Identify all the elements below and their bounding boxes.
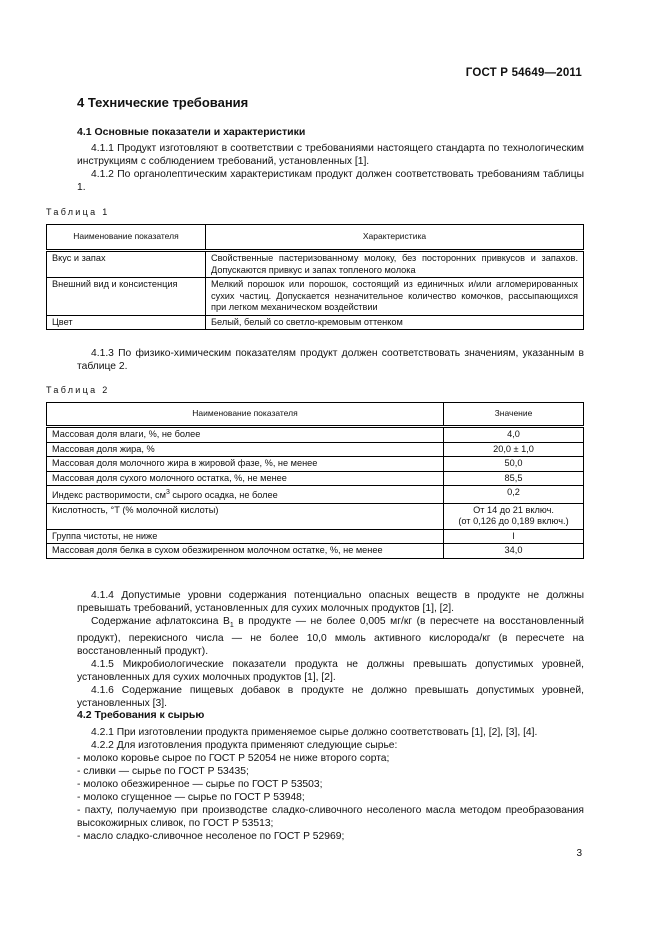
- table2-cell-value: [444, 503, 584, 529]
- table2-cell-value-line2: (от 0,126 до 0,189 включ.): [458, 516, 569, 527]
- table2-cell-name: Массовая доля белка в сухом обезжиренном молочном остатке, %, не менее: [47, 544, 444, 559]
- list-item: - молоко коровье сырое по ГОСТ Р 52054 не ниже второго сорта;: [77, 753, 390, 764]
- table-row: [47, 503, 584, 529]
- table2-cell-name: Группа чистоты, не ниже: [47, 529, 444, 544]
- table2-cell-value: 0,2: [444, 486, 584, 504]
- table1-cell-desc: Белый, белый со светло-кремовым оттенком: [206, 315, 584, 330]
- table2-cell-name: Массовая доля сухого молочного остатка, %, не менее: [47, 471, 444, 486]
- table-row: [47, 486, 584, 504]
- table2-cell-value: 4,0: [444, 427, 584, 443]
- table2-cell-name-pre: Индекс растворимости, см: [52, 490, 166, 501]
- list-item: - молоко обезжиренное — сырье по ГОСТ Р 53503;: [77, 779, 323, 790]
- table2-cell-value: 20,0 ± 1,0: [444, 442, 584, 457]
- paragraph-4-1-3: 4.1.3 По физико-химическим показателям продукт должен соответствовать значениям, указанным в таблице 2.: [77, 348, 584, 372]
- table-row: [47, 251, 584, 278]
- table-row: [47, 544, 584, 559]
- standard-header: ГОСТ Р 54649—2011: [465, 67, 582, 79]
- aflatoxin-pre: Содержание афлатоксина B: [91, 616, 230, 627]
- list-item: - масло сладко-сливочное несоленое по ГОСТ Р 52969;: [77, 831, 345, 842]
- table2-cell-value: 50,0: [444, 457, 584, 472]
- list-item: - пахту, получаемую при производстве сладко-сливочного несоленого масла методом преобразования высокожирных сливок, по ГОСТ Р 53513;: [77, 805, 584, 829]
- table1-cell-desc: Свойственные пастеризованному молоку, без посторонних привкусов и запахов. Допускаются привкус и запах топленого молока: [206, 251, 584, 278]
- paragraph-4-1-3-wrap: [77, 347, 584, 373]
- table2-cell-name-post: сырого осадка, не более: [169, 490, 278, 501]
- aflatoxin-post: в продукте — не более 0,005 мг/кг (в пересчете на восстановленный продукт), перекисного числа — не более 10,0 ммоль активного кислорода/кг (в пересчете на восстановленный продукт).: [77, 616, 584, 658]
- table2-header-value: Значение: [444, 403, 584, 427]
- table1-caption: Таблица 1: [46, 207, 110, 217]
- list-item: - сливки — сырье по ГОСТ Р 53435;: [77, 766, 249, 777]
- table-row: [47, 471, 584, 486]
- paragraph-4-1-4: 4.1.4 Допустимые уровни содержания потенциально опасных веществ в продукте не должны превышать требований, установленных для сухих молочных продуктов [1], [2].: [77, 590, 584, 614]
- table2-cell-name: Кислотность, °Т (% молочной кислоты): [47, 503, 444, 529]
- table1-cell-name: Цвет: [47, 315, 206, 330]
- paragraph-4-1-4b: [77, 615, 584, 658]
- table1-cell-desc: Мелкий порошок или порошок, состоящий из единичных и/или агломерированных сухих частиц. Допускается незначительное количество комочков, рассыпающихся при легком механическом воздействии: [206, 278, 584, 316]
- table1-header-name: Наименование показателя: [47, 225, 206, 251]
- table1-header-row: [47, 225, 584, 251]
- table2-caption: Таблица 2: [46, 385, 110, 395]
- table2-cell-name: [47, 486, 444, 504]
- table2-cell-name: Массовая доля молочного жира в жировой фазе, %, не менее: [47, 457, 444, 472]
- list-item: - молоко сгущенное — сырье по ГОСТ Р 53948;: [77, 792, 305, 803]
- table1: [46, 224, 584, 330]
- table-row: [47, 278, 584, 316]
- paragraph-4-2-2: 4.2.2 Для изготовления продукта применяют следующие сырье:: [91, 740, 398, 751]
- subsection-4-2-title: 4.2 Требования к сырью: [77, 709, 205, 721]
- table-row: [47, 427, 584, 443]
- table2-cell-name-sup: 3: [165, 489, 170, 496]
- page-number: 3: [576, 848, 582, 859]
- table1-cell-name: Вкус и запах: [47, 251, 206, 278]
- table2-cell-name: Массовая доля влаги, %, не более: [47, 427, 444, 443]
- table-row: [47, 315, 584, 330]
- paragraph-4-1-2: 4.1.2 По органолептическим характеристикам продукт должен соответствовать требованиям таблицы 1.: [77, 169, 584, 193]
- paragraphs-4-1-4-6: [77, 589, 584, 710]
- paragraph-4-1-6: 4.1.6 Содержание пищевых добавок в продукте не должно превышать допустимых уровней, установленных [3].: [77, 685, 584, 710]
- paragraph-4-1-5: 4.1.5 Микробиологические показатели продукта не должны превышать допустимых уровней, установленных для сухих молочных продуктов [1], [2].: [77, 659, 584, 684]
- paragraph-4-2-1: 4.2.1 При изготовлении продукта применяемое сырье должно соответствовать [1], [2], [3], [4].: [91, 727, 538, 738]
- aflatoxin-sub: 1: [229, 622, 234, 630]
- table2-cell-value-line1: От 14 до 21 включ.: [473, 504, 554, 515]
- table-row: [47, 529, 584, 544]
- paragraph-4-1-1: 4.1.1 Продукт изготовляют в соответствии с требованиями настоящего стандарта по технологическим инструкциям с соблюдением требований, установленных [1].: [77, 143, 584, 167]
- table2: [46, 402, 584, 559]
- paragraphs-4-1-1-2: [77, 142, 584, 194]
- section-title: 4 Технические требования: [77, 95, 249, 110]
- table2-cell-value: 34,0: [444, 544, 584, 559]
- table2-cell-name: Массовая доля жира, %: [47, 442, 444, 457]
- table2-header-row: [47, 403, 584, 427]
- table-row: [47, 442, 584, 457]
- table-row: [47, 457, 584, 472]
- table1-header-desc: Характеристика: [206, 225, 584, 251]
- table2-header-name: Наименование показателя: [47, 403, 444, 427]
- table2-cell-value: 85,5: [444, 471, 584, 486]
- paragraphs-4-2: [77, 726, 584, 843]
- table1-cell-name: Внешний вид и консистенция: [47, 278, 206, 316]
- subsection-4-1-title: 4.1 Основные показатели и характеристики: [77, 126, 306, 138]
- table2-cell-value: I: [444, 529, 584, 544]
